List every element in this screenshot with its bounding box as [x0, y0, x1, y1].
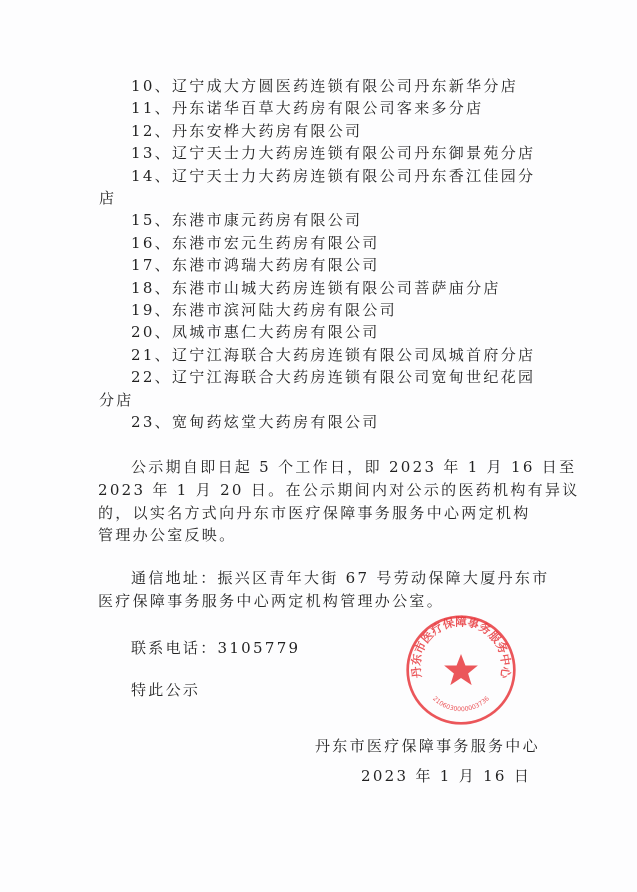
paragraph-line: 2023 年 1 月 20 日。在公示期间内对公示的医药机构有异议 [98, 480, 580, 499]
list-item: 20、凤城市惠仁大药房有限公司 [131, 323, 380, 342]
signature-date: 2023 年 1 月 16 日 [361, 767, 532, 785]
paragraph-line: 管理办公室反映。 [98, 526, 237, 545]
list-item: 14、辽宁天士力大药房连锁有限公司丹东香江佳园分 [131, 166, 536, 185]
list-item: 22、辽宁江海联合大药房连锁有限公司宽甸世纪花园 [131, 368, 536, 387]
paragraph-line: 的，以实名方式向丹东市医疗保障事务服务中心两定机构 [98, 503, 531, 522]
list-item: 17、东港市鸿瑞大药房有限公司 [131, 256, 380, 275]
seal-code: 2106030000003736 [431, 695, 491, 714]
list-item: 店 [99, 189, 117, 207]
list-item: 19、东港市滨河陆大药房有限公司 [131, 301, 397, 319]
list-item: 11、丹东诺华百草大药房有限公司客来多分店 [131, 99, 484, 118]
list-item: 21、辽宁江海联合大药房连锁有限公司凤城首府分店 [131, 345, 536, 364]
list-item: 12、丹东安桦大药房有限公司 [131, 121, 363, 140]
list-item: 13、辽宁天士力大药房连锁有限公司丹东御景苑分店 [131, 144, 536, 163]
closing-text: 特此公示 [131, 681, 201, 699]
list-item: 16、东港市宏元生药房有限公司 [131, 233, 380, 252]
paragraph-line: 公示期自即日起 5 个工作日，即 2023 年 1 月 16 日至 [131, 458, 577, 476]
list-item: 23、宽甸药炫堂大药房有限公司 [131, 413, 380, 431]
paragraph-line: 通信地址：振兴区青年大街 67 号劳动保障大厦丹东市 [131, 569, 550, 587]
contact-phone: 联系电话：3105779 [131, 639, 301, 657]
seal-text: 丹东市医疗保障事务服务中心 [408, 614, 514, 680]
paragraph-line: 医疗保障事务服务中心两定机构管理办公室。 [98, 591, 445, 610]
list-item: 15、东港市康元药房有限公司 [131, 211, 363, 230]
list-item: 18、东港市山城大药房连锁有限公司菩萨庙分店 [131, 278, 501, 297]
official-seal-icon [405, 614, 517, 726]
list-item: 分店 [99, 390, 134, 409]
svg-text:2106030000003736 [431, 695, 491, 713]
signature-org: 丹东市医疗保障事务服务中心 [315, 737, 540, 755]
list-item: 10、辽宁成大方圆医药连锁有限公司丹东新华分店 [131, 77, 518, 95]
